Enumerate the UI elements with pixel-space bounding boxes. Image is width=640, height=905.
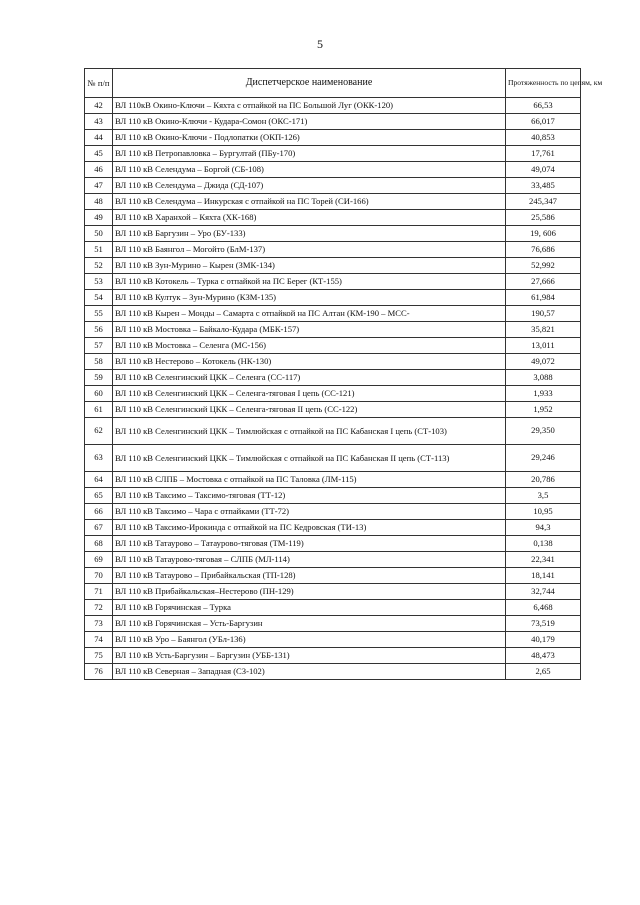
table-row [85, 568, 581, 584]
row-number-cell: 70 [85, 568, 113, 584]
table-row [85, 632, 581, 648]
row-length-cell: 19, 606 [506, 226, 581, 242]
row-length-cell: 20,786 [506, 472, 581, 488]
table-row [85, 552, 581, 568]
table-row [85, 322, 581, 338]
row-number-cell: 72 [85, 600, 113, 616]
table-row [85, 584, 581, 600]
row-name-cell: ВЛ 110 кВ Горячинская – Усть-Баргузин [113, 616, 506, 632]
table-row [85, 488, 581, 504]
table-row [85, 616, 581, 632]
table-row [85, 472, 581, 488]
row-number-cell: 71 [85, 584, 113, 600]
row-number-cell: 49 [85, 210, 113, 226]
row-name-cell: ВЛ 110 кВ Окино-Ключи - Подлопатки (ОКП-126) [113, 130, 506, 146]
row-number-cell: 52 [85, 258, 113, 274]
row-length-cell: 13,011 [506, 338, 581, 354]
row-name-cell: ВЛ 110 кВ Селендума – Инкурская с отпайкой на ПС Торей (СИ-166) [113, 194, 506, 210]
table-row [85, 664, 581, 680]
row-name-cell: ВЛ 110 кВ Таксимо – Чара с отпайками (ТТ-72) [113, 504, 506, 520]
row-length-cell: 6,468 [506, 600, 581, 616]
row-name-cell: ВЛ 110 кВ Татаурово – Татаурово-тяговая (ТМ-119) [113, 536, 506, 552]
row-number-cell: 68 [85, 536, 113, 552]
row-number-cell: 63 [85, 445, 113, 472]
page-number: 5 [317, 37, 323, 51]
row-name-cell: ВЛ 110 кВ Баргузин – Уро (БУ-133) [113, 226, 506, 242]
row-name-cell: ВЛ 110 кВ Селенгинский ЦКК – Селенга (СС-117) [113, 370, 506, 386]
row-number-cell: 64 [85, 472, 113, 488]
table-row [85, 194, 581, 210]
table-row [85, 354, 581, 370]
row-name-cell: ВЛ 110 кВ Зун-Мурино – Кырен (ЗМК-134) [113, 258, 506, 274]
table-row [85, 130, 581, 146]
row-name-cell: ВЛ 110 кВ Кырен – Монды – Самарта с отпайкой на ПС Алтан (КМ-190 – МСС- [113, 306, 506, 322]
row-number-cell: 43 [85, 114, 113, 130]
row-name-cell: ВЛ 110 кВ Таксимо-Ирокинда с отпайкой на ПС Кедровская (ТИ-13) [113, 520, 506, 536]
table-row [85, 210, 581, 226]
row-name-cell: ВЛ 110 кВ Мостовка – Байкало-Кудара (МБК-157) [113, 322, 506, 338]
row-number-cell: 55 [85, 306, 113, 322]
row-number-cell: 67 [85, 520, 113, 536]
row-length-cell: 40,179 [506, 632, 581, 648]
row-name-cell: ВЛ 110 кВ Северная – Западная (СЗ-102) [113, 664, 506, 680]
row-name-cell: ВЛ 110 кВ СЛПБ – Мостовка с отпайкой на ПС Таловка (ЛМ-115) [113, 472, 506, 488]
row-number-cell: 47 [85, 178, 113, 194]
row-length-cell: 66,53 [506, 98, 581, 114]
table-row [85, 445, 581, 472]
row-name-cell: ВЛ 110 кВ Селенгинский ЦКК – Тимлюйская с отпайкой на ПС Кабанская I цепь (СТ-103) [113, 418, 506, 445]
column-header-name: Диспетчерское наименование [113, 69, 506, 98]
table-row [85, 418, 581, 445]
row-length-cell: 33,485 [506, 178, 581, 194]
row-number-cell: 50 [85, 226, 113, 242]
table-row [85, 370, 581, 386]
table-row [85, 146, 581, 162]
row-name-cell: ВЛ 110 кВ Татаурово-тяговая – СЛПБ (МЛ-114) [113, 552, 506, 568]
row-number-cell: 65 [85, 488, 113, 504]
row-number-cell: 46 [85, 162, 113, 178]
row-number-cell: 60 [85, 386, 113, 402]
row-number-cell: 61 [85, 402, 113, 418]
row-length-cell: 0,138 [506, 536, 581, 552]
table-row [85, 504, 581, 520]
table-row [85, 600, 581, 616]
row-length-cell: 190,57 [506, 306, 581, 322]
table-row [85, 386, 581, 402]
row-length-cell: 66,017 [506, 114, 581, 130]
row-name-cell: ВЛ 110 кВ Горячинская – Турка [113, 600, 506, 616]
row-number-cell: 66 [85, 504, 113, 520]
row-name-cell: ВЛ 110 кВ Селенгинский ЦКК – Селенга-тяговая II цепь (СС-122) [113, 402, 506, 418]
row-number-cell: 53 [85, 274, 113, 290]
row-name-cell: ВЛ 110 кВ Селендума – Джида (СД-107) [113, 178, 506, 194]
row-name-cell: ВЛ 110 кВ Таксимо – Таксимо-тяговая (ТТ-12) [113, 488, 506, 504]
row-length-cell: 3,088 [506, 370, 581, 386]
row-number-cell: 56 [85, 322, 113, 338]
table-header-row [85, 69, 581, 98]
row-name-cell: ВЛ 110 кВ Петропавловка – Бургултай (ПБу-170) [113, 146, 506, 162]
row-length-cell: 29,350 [506, 418, 581, 445]
table-row [85, 258, 581, 274]
table-row [85, 226, 581, 242]
row-name-cell: ВЛ 110 кВ Уро – Баянгол (УБл-136) [113, 632, 506, 648]
row-name-cell: ВЛ 110 кВ Баянгол – Могойто (БлМ-137) [113, 242, 506, 258]
row-number-cell: 48 [85, 194, 113, 210]
row-length-cell: 48,473 [506, 648, 581, 664]
table-body [85, 98, 581, 680]
row-number-cell: 42 [85, 98, 113, 114]
row-number-cell: 73 [85, 616, 113, 632]
table-row [85, 274, 581, 290]
row-length-cell: 18,141 [506, 568, 581, 584]
row-name-cell: ВЛ 110 кВ Мостовка – Селенга (МС-156) [113, 338, 506, 354]
row-name-cell: ВЛ 110 кВ Татаурово – Прибайкальская (ТП-128) [113, 568, 506, 584]
row-name-cell: ВЛ 110 кВ Окино-Ключи - Кудара-Сомон (ОКС-171) [113, 114, 506, 130]
row-length-cell: 245,347 [506, 194, 581, 210]
row-number-cell: 58 [85, 354, 113, 370]
row-length-cell: 2,65 [506, 664, 581, 680]
row-name-cell: ВЛ 110 кВ Култук – Зун-Мурино (КЗМ-135) [113, 290, 506, 306]
table-row [85, 648, 581, 664]
table-row [85, 338, 581, 354]
row-length-cell: 3,5 [506, 488, 581, 504]
row-length-cell: 49,074 [506, 162, 581, 178]
row-name-cell: ВЛ 110кВ Окино-Ключи – Кяхта с отпайкой на ПС Большой Луг (ОКК-120) [113, 98, 506, 114]
row-number-cell: 44 [85, 130, 113, 146]
row-name-cell: ВЛ 110 кВ Котокель – Турка с отпайкой на ПС Берег (КТ-155) [113, 274, 506, 290]
row-length-cell: 10,95 [506, 504, 581, 520]
row-number-cell: 57 [85, 338, 113, 354]
row-number-cell: 51 [85, 242, 113, 258]
row-length-cell: 40,853 [506, 130, 581, 146]
table-row [85, 114, 581, 130]
row-number-cell: 74 [85, 632, 113, 648]
row-name-cell: ВЛ 110 кВ Селенгинский ЦКК – Селенга-тяговая I цепь (СС-121) [113, 386, 506, 402]
row-number-cell: 62 [85, 418, 113, 445]
row-length-cell: 22,341 [506, 552, 581, 568]
row-length-cell: 61,984 [506, 290, 581, 306]
row-length-cell: 73,519 [506, 616, 581, 632]
row-number-cell: 54 [85, 290, 113, 306]
row-length-cell: 29,246 [506, 445, 581, 472]
table-row [85, 520, 581, 536]
table-row [85, 402, 581, 418]
row-length-cell: 17,761 [506, 146, 581, 162]
table-row [85, 290, 581, 306]
column-header-length: Протяженность по цепям, км [506, 69, 581, 98]
row-length-cell: 25,586 [506, 210, 581, 226]
table-row [85, 98, 581, 114]
column-header-number: № п/п [85, 69, 113, 98]
row-length-cell: 76,686 [506, 242, 581, 258]
table-row [85, 178, 581, 194]
row-number-cell: 69 [85, 552, 113, 568]
row-length-cell: 94,3 [506, 520, 581, 536]
row-length-cell: 35,821 [506, 322, 581, 338]
row-length-cell: 49,072 [506, 354, 581, 370]
row-length-cell: 1,952 [506, 402, 581, 418]
row-name-cell: ВЛ 110 кВ Нестерово – Котокель (НК-130) [113, 354, 506, 370]
row-number-cell: 75 [85, 648, 113, 664]
row-name-cell: ВЛ 110 кВ Прибайкальская–Нестерово (ПН-129) [113, 584, 506, 600]
row-name-cell: ВЛ 110 кВ Селенгинский ЦКК – Тимлюйская с отпайкой на ПС Кабанская II цепь (СТ-113) [113, 445, 506, 472]
row-name-cell: ВЛ 110 кВ Харанхой – Кяхта (ХК-168) [113, 210, 506, 226]
table-row [85, 536, 581, 552]
row-number-cell: 45 [85, 146, 113, 162]
table-row [85, 306, 581, 322]
table-row [85, 242, 581, 258]
row-length-cell: 1,933 [506, 386, 581, 402]
row-length-cell: 27,666 [506, 274, 581, 290]
table-row [85, 162, 581, 178]
row-length-cell: 32,744 [506, 584, 581, 600]
row-number-cell: 76 [85, 664, 113, 680]
row-length-cell: 52,992 [506, 258, 581, 274]
row-name-cell: ВЛ 110 кВ Селендума – Боргой (СБ-108) [113, 162, 506, 178]
row-name-cell: ВЛ 110 кВ Усть-Баргузин – Баргузин (УББ-131) [113, 648, 506, 664]
power-lines-table [84, 68, 603, 680]
row-number-cell: 59 [85, 370, 113, 386]
